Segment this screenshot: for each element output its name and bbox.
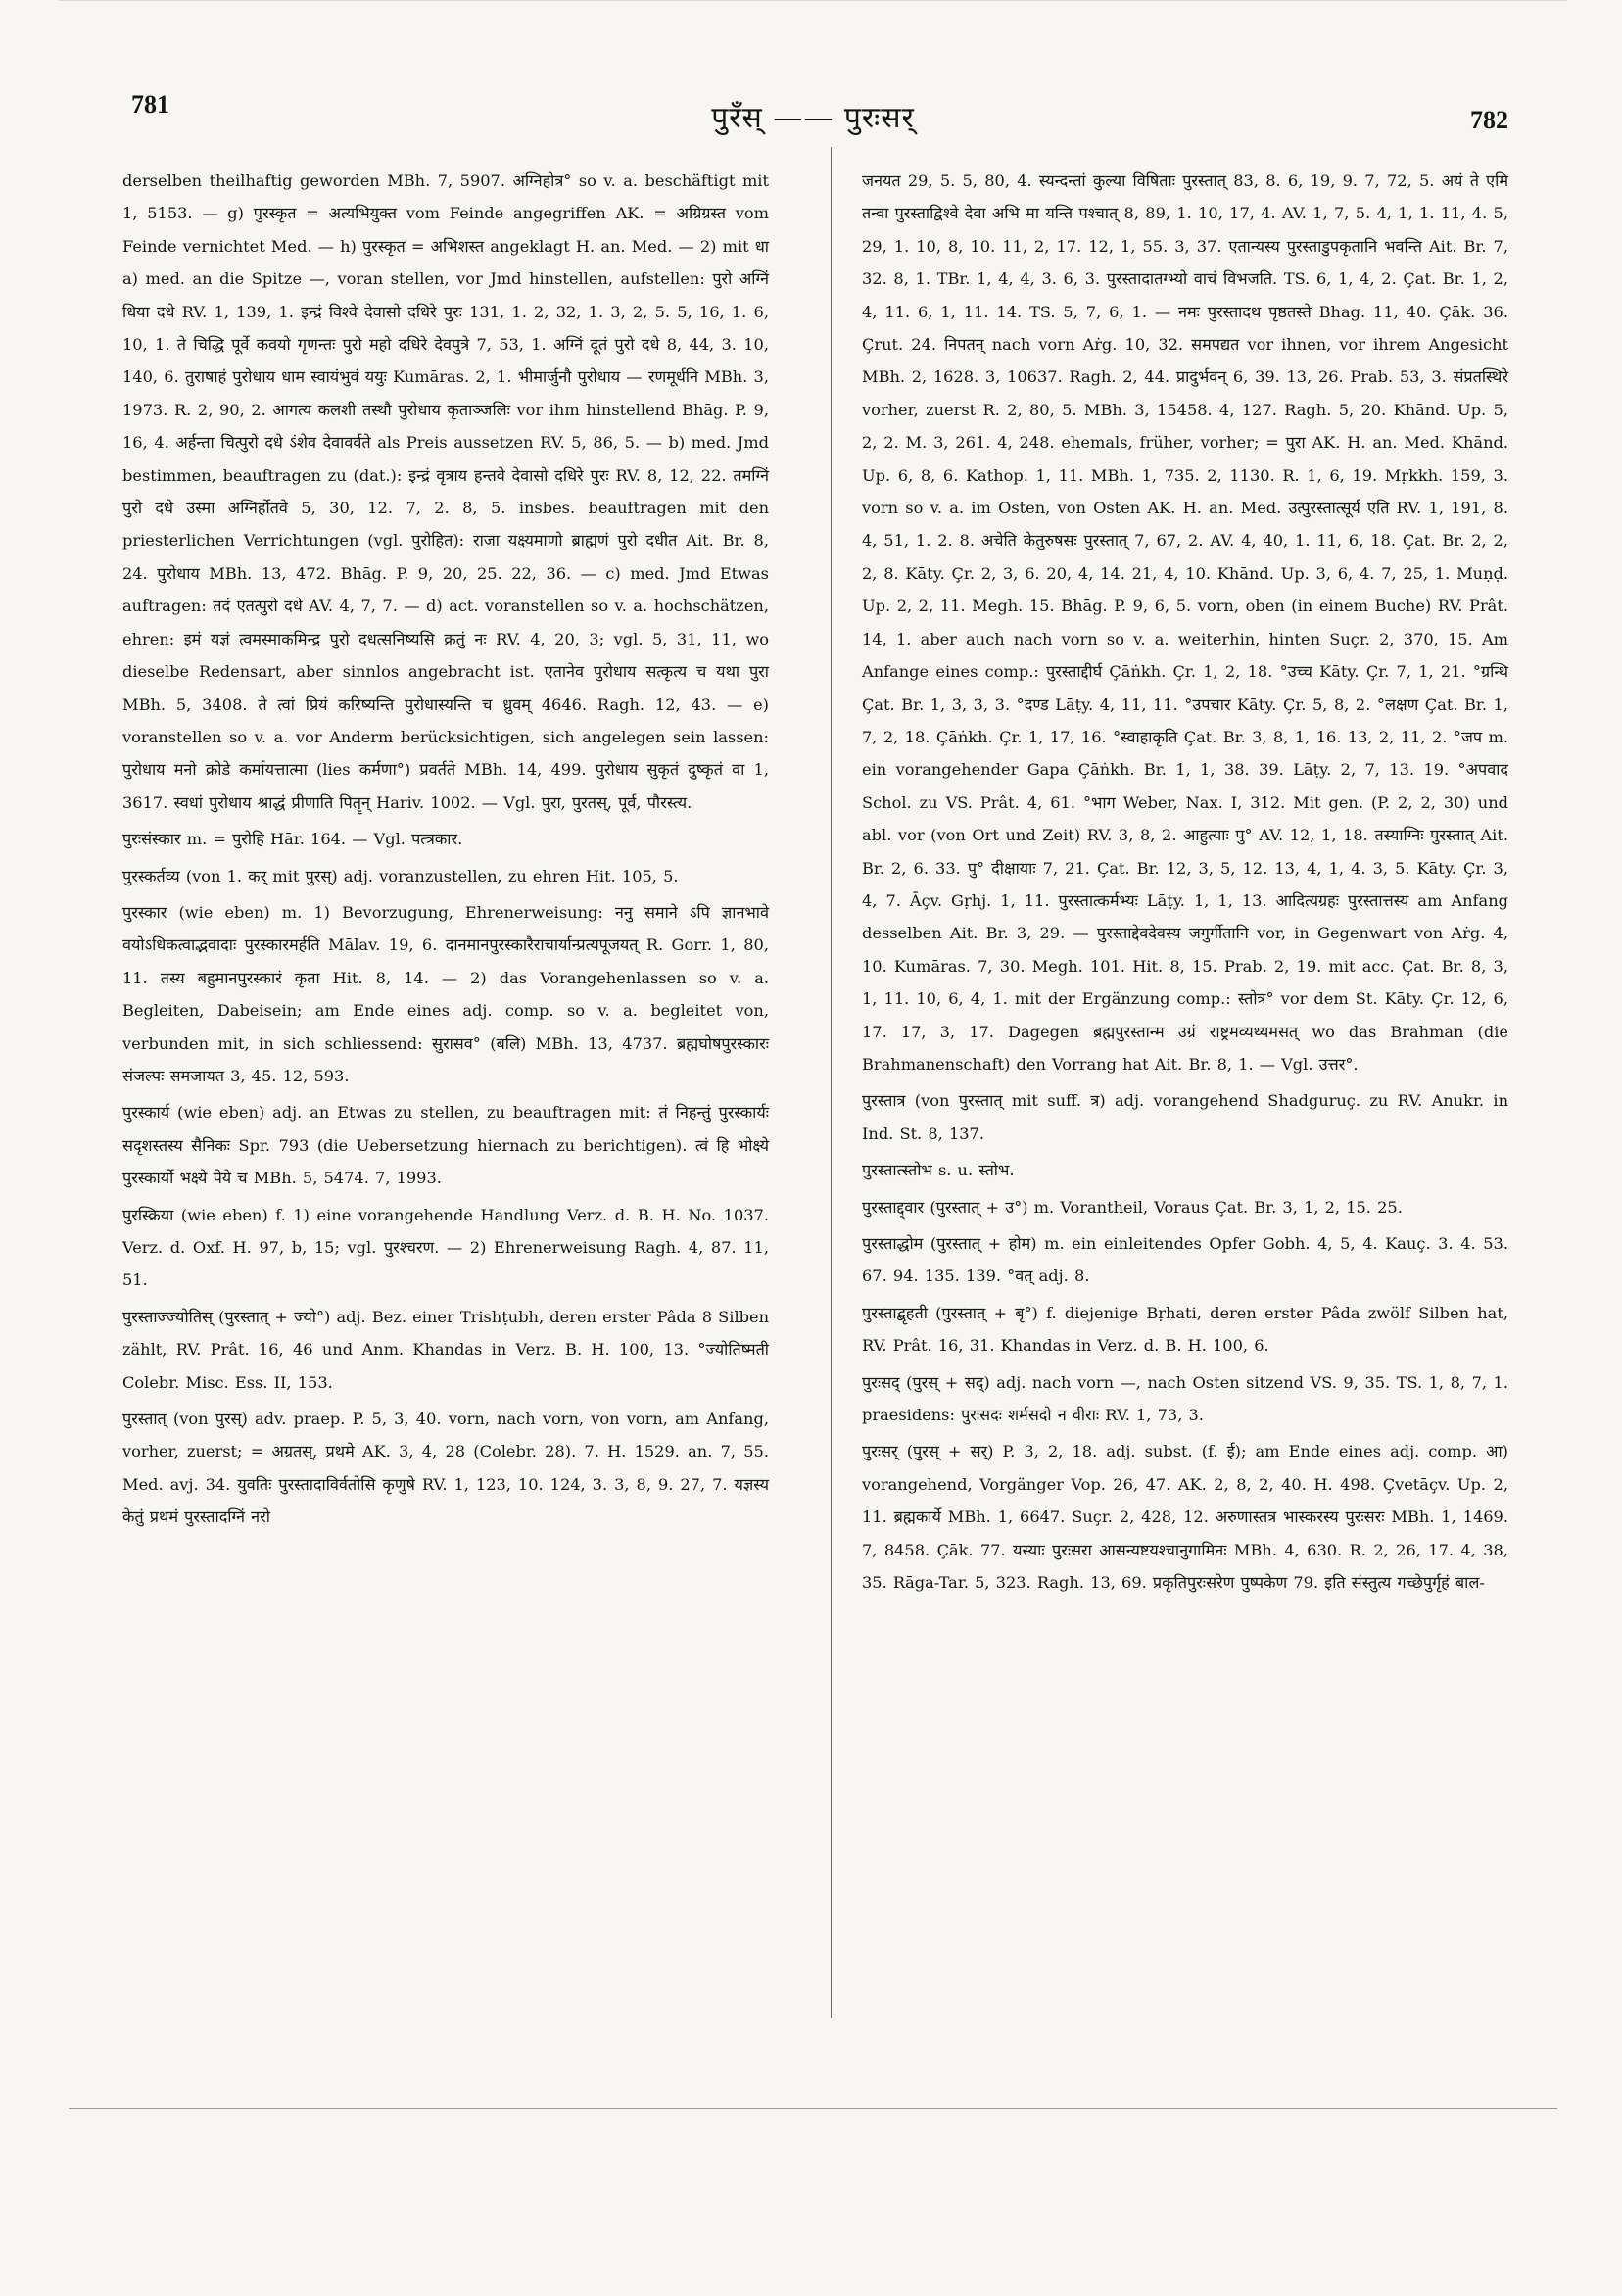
dictionary-entry: पुरःसर् (पुरस् + सर्) P. 3, 2, 18. adj. subst. (f. ई); am Ende eines adj. comp. आ) vorangehend, Vorgänger Vop. 26, 47. AK. 2, 8, 2, 40. H. 498. Çvetāçv. Up. 2, 11. ब्रह्मकार्ये MBh. 1, 6647. Suçr. 2, 428, 12. अरुणास्तत्र भास्करस्य पुरःसरः MBh. 1, 1469. 7, 8458. Çāk. 77. यस्याः पुरःसरा आसन्यष्टयश्चानुगामिनः MBh. 4, 630. R. 2, 26, 17. 4, 38, 35. Rāga-Tar. 5, 323. Ragh. 13, 69. प्रकृतिपुरःसरेण पुष्पकेण 79. इति संस्तुत्य गच्छेपुर्गृहं बाल- bbox=[862, 1442, 1508, 1593]
dictionary-entry: पुरस्ताज्ज्योतिस् (पुरस्तात् + ज्यो°) adj. Bez. einer Trishṭubh, deren erster Pâda 8 Silben zählt, RV. Prât. 16, 46 und Anm. Khandas in Verz. B. H. 100, 13. °ज्योतिष्मती Colebr. Misc. Ess. II, 153. bbox=[122, 1307, 769, 1392]
dictionary-entry: पुरस्कार्य (wie eben) adj. an Etwas zu stellen, zu beauftragen mit: तं निहन्तुं पुरस्कार्यः सदृशस्तस्य सैनिकः Spr. 793 (die Uebersetzung hiernach zu berichtigen). त्वं हि भोक्ष्ये पुरस्कार्यो भक्ष्ये पेये च MBh. 5, 5474. 7, 1993. bbox=[122, 1103, 769, 1188]
dictionary-entry: पुरःसद् (पुरस् + सद्) adj. nach vorn —, nach Osten sitzend VS. 9, 35. TS. 1, 8, 7, 1. praesidens: पुरःसदः शर्मसदो न वीराः RV. 1, 73, 3. bbox=[862, 1372, 1508, 1425]
bottom-rule bbox=[69, 2108, 1557, 2109]
page-number-left: 781 bbox=[131, 90, 169, 119]
right-column bbox=[862, 165, 1508, 1602]
dictionary-entry: पुरस्तात् (von पुरस्) adv. praep. P. 5, 3, 40. vorn, nach vorn, von vorn, am Anfang, vorher, zuerst; = अग्रतस्, प्रथमे AK. 3, 4, 28 (Colebr. 28). 7. H. 1529. an. 7, 55. Med. avj. 34. युवतिः पुरस्तादाविर्वतोसि कृणुषे RV. 1, 123, 10. 124, 3. 3, 8, 9. 27, 7. यज्ञस्य केतुं प्रथमं पुरस्तादग्निं नरो bbox=[122, 1410, 769, 1527]
dictionary-entry: पुरस्तात्स्तोभ s. u. स्तोभ. bbox=[862, 1161, 1015, 1180]
dictionary-entry: पुरःसंस्कार m. = पुरोहि Hār. 164. — Vgl. पत्त्रकार. bbox=[122, 830, 463, 849]
column-divider bbox=[831, 147, 832, 2018]
left-column bbox=[122, 165, 769, 1538]
right-paragraph: जनयत 29, 5. 5, 80, 4. स्यन्दन्तां कुल्या विषिताः पुरस्तात् 83, 8. 6, 19, 9. 7, 72, 5. अयं ते एमि तन्वा पुरस्ताद्विश्वे देवा अभि मा यन्ति पश्चात् 8, 89, 1. 10, 17, 4. AV. 1, 7, 5. 4, 1, 1. 11, 4. 5, 29, 1. 10, 8, 10. 11, 2, 17. 12, 1, 55. 3, 37. एतान्यस्य पुरस्ताडुपकृतानि भवन्ति Ait. Br. 7, 32. 8, 1. TBr. 1, 4, 4, 3. 6, 3. पुरस्तादातग्भ्यो वाचं विभजति. TS. 6, 1, 4, 2. Çat. Br. 1, 2, 4, 11. 6, 1, 11. 14. TS. 5, 7, 6, 1. — नमः पुरस्तादथ पृष्ठतस्ते Bhag. 11, 40. Çāk. 36. Çrut. 24. निपतन् nach vorn Aṙg. 10, 32. समपद्यत vor ihnen, vor ihrem Angesicht MBh. 2, 1628. 3, 10637. Ragh. 2, 44. प्रादुर्भवन् 6, 39. 13, 26. Prab. 53, 3. संप्रतस्थिरे vorher, zuerst R. 2, 80, 5. MBh. 3, 15458. 4, 127. Ragh. 5, 20. Khānd. Up. 5, 2, 2. M. 3, 261. 4, 248. ehemals, früher, vorher; = पुरा AK. H. an. Med. Khānd. Up. 6, 8, 6. Kathop. 1, 11. MBh. 1, 735. 2, 1130. R. 1, 6, 19. Mṛkkh. 159, 3. vorn so v. a. im Osten, von Osten AK. H. an. Med. उत्पुरस्तात्सूर्य एति RV. 1, 191, 8. 4, 51, 1. 2. 8. अचेति केतुरुषसः पुरस्तात् 7, 67, 2. AV. 4, 40, 1. 11, 6, 18. Çat. Br. 2, 2, 2, 8. Kāty. Çr. 2, 3, 6. 20, 4, 14. 21, 4, 10. Khānd. Up. 3, 6, 4. 7, 25, 1. Muṇḍ. Up. 2, 2, 11. Megh. 15. Bhāg. P. 9, 6, 5. vorn, oben (in einem Buche) RV. Prât. 14, 1. aber auch nach vorn so v. a. weiterhin, hinten Suçr. 2, 370, 15. Am Anfange eines comp.: पुरस्ताद्दीर्घ Çāṅkh. Çr. 1, 2, 18. °उच्च Kāty. Çr. 7, 1, 21. °ग्रन्थि Çat. Br. 1, 3, 3, 3. °दण्ड Lāṭy. 4, 11, 11. °उपचार Kāty. Çr. 5, 8, 2. °लक्षण Çat. Br. 1, 7, 2, 18. Çāṅkh. Çr. 1, 17, 16. °स्वाहाकृति Çat. Br. 3, 8, 1, 16. 13, 2, 11, 2. °जप m. ein vorangehender Gapa Çāṅkh. Br. 1, 1, 38. 39. Lāṭy. 2, 7, 13. 19. °अपवाद Schol. zu VS. Prât. 4, 61. °भाग Weber, Nax. I, 312. Mit gen. (P. 2, 2, 30) und abl. vor (von Ort und Zeit) RV. 3, 8, 2. आहुत्याः पु° AV. 12, 1, 18. तस्याग्निः पुरस्तात् Ait. Br. 2, 6. 33. पु° दीक्षायाः 7, 21. Çat. Br. 12, 3, 5, 12. 13, 4, 1, 4. 3, 5. Kāty. Çr. 3, 4, 7. Āçv. Gṛhj. 1, 11. पुरस्तात्कर्मभ्यः Lāṭy. 1, 1, 13. आदित्यग्रहः पुरस्तात्तस्य am Anfang desselben Ait. Br. 3, 29. — पुरस्ताद्देवदेवस्य जगुर्गीतानि vor, in Gegenwart von Aṙg. 4, 10. Kumāras. 7, 30. Megh. 101. Hit. 8, 15. Prab. 2, 19. mit acc. Çat. Br. 8, 3, 1, 11. 10, 6, 4, 1. mit der Ergänzung comp.: स्तोत्र° vor dem St. Kāty. Çr. 12, 6, 17. 17, 3, 17. Dagegen ब्रह्मपुरस्तान्म उग्रं राष्ट्रमव्यथ्यमसत् wo das Brahman (die Brahmanenschaft) den Vorrang hat Ait. Br. 8, 1. — Vgl. उत्तर°. bbox=[862, 171, 1508, 1074]
top-edge-line bbox=[59, 0, 1567, 1]
dictionary-entry: पुरस्कर्तव्य (von 1. कर् mit पुरस्) adj. voranzustellen, zu ehren Hit. 105, 5. bbox=[122, 866, 679, 885]
dictionary-entry: पुरस्ताद्द्वार (पुरस्तात् + उ°) m. Vorantheil, Voraus Çat. Br. 3, 1, 2, 15. 25. bbox=[862, 1197, 1403, 1217]
dictionary-entry: पुरस्ताद्बृहती (पुरस्तात् + बृ°) f. diejenige Bṛhati, deren erster Pâda zwölf Silben hat, RV. Prât. 16, 31. Khandas in Verz. d. B. H. 100, 6. bbox=[862, 1303, 1508, 1356]
page-header bbox=[118, 90, 1508, 149]
dictionary-entry: पुरस्ताद्धोम (पुरस्तात् + होम) m. ein einleitendes Opfer Gobh. 4, 5, 4. Kauç. 3. 4. 53. 67. 94. 135. 139. °वत् adj. 8. bbox=[862, 1234, 1508, 1286]
dictionary-entry: पुरस्क्रिया (wie eben) f. 1) eine vorangehende Handlung Verz. d. B. H. No. 1037. Verz. d. Oxf. H. 97, b, 15; vgl. पुरश्चरण. — 2) Ehrenerweisung Ragh. 4, 87. 11, 51. bbox=[122, 1205, 769, 1290]
dictionary-entry: पुरस्तात्र (von पुरस्तात् mit suff. त्र) adj. vorangehend Shadguruç. zu RV. Anukr. in Ind. St. 8, 137. bbox=[862, 1091, 1508, 1143]
left-paragraph: derselben theilhaftig geworden MBh. 7, 5907. अग्निहोत्र° so v. a. beschäftigt mit 1, 5153. — g) पुरस्कृत = अत्यभियुक्त vom Feinde angegriffen AK. = अग्रिग्रस्त vom Feinde vernichtet Med. — h) पुरस्कृत = अभिशस्त angeklagt H. an. Med. — 2) mit धा a) med. an die Spitze —, voran stellen, vor Jmd hinstellen, aufstellen: पुरो अग्निं धिया दधे RV. 1, 139, 1. इन्द्रं विश्वे देवासो दधिरे पुरः 131, 1. 2, 32, 1. 3, 2, 5. 5, 16, 1. 6, 10, 1. ते चिद्धि पूर्वे कवयो गृणन्तः पुरो महो दधिरे देवपुत्रे 7, 53, 1. अग्निं दूतं पुरो दधे 8, 44, 3. 10, 140, 6. तुराषाहं पुरोधाय धाम स्वायंभुवं ययुः Kumāras. 2, 1. भीमार्जुनौ पुरोधाय — रणमूर्धनि MBh. 3, 1973. R. 2, 90, 2. आगत्य कलशी तस्थौ पुरोधाय कृताञ्जलिः vor ihm hinstellend Bhāg. P. 9, 16, 4. अर्हन्ता चित्पुरो दधे ऽंशेव देवावर्वते als Preis aussetzen RV. 5, 86, 5. — b) med. Jmd bestimmen, beauftragen zu (dat.): इन्द्रं वृत्राय हन्तवे देवासो दधिरे पुरः RV. 8, 12, 22. तमग्निं पुरो दधे उस्मा अग्निर्होतवे 5, 30, 12. 7, 2. 8, 5. insbes. beauftragen mit den priesterlichen Verrichtungen (vgl. पुरोहित): राजा यक्ष्यमाणो ब्राह्मणं पुरो दधीत Ait. Br. 8, 24. पुरोधाय MBh. 13, 472. Bhāg. P. 9, 20, 25. 22, 36. — c) med. Jmd Etwas auftragen: तदं एतत्पुरो दधे AV. 4, 7, 7. — d) act. voranstellen so v. a. hochschätzen, ehren: इमं यज्ञं त्वमस्माकमिन्द्र पुरो दधत्सनिष्यसि क्रतुं नः RV. 4, 20, 3; vgl. 5, 31, 11, wo dieselbe Redensart, aber sinnlos angebracht ist. एतानेव पुरोधाय सत्कृत्य च यथा पुरा MBh. 5, 3408. ते त्वां प्रियं करिष्यन्ति पुरोधास्यन्ति च ध्रुवम् 4646. Ragh. 12, 43. — e) voranstellen so v. a. vor Anderm berücksichtigen, sich angelegen sein lassen: पुरोधाय मनो क्रोडे कर्मायत्तात्मा (lies कर्मणा°) प्रवर्तते MBh. 14, 499. पुरोधाय सुकृतं दुष्कृतं वा 1, 3617. स्वधां पुरोधाय श्राद्धं प्रीणाति पितॄन् Hariv. 1002. — Vgl. पुरा, पुरतस्, पूर्व, पौरस्त्य. bbox=[122, 171, 769, 812]
page-number-right: 782 bbox=[1470, 106, 1508, 134]
running-head: पुरँस् —— पुरःसर् bbox=[711, 101, 915, 135]
dictionary-entry: पुरस्कार (wie eben) m. 1) Bevorzugung, Ehrenerweisung: ननु समाने ऽपि ज्ञानभावे वयोऽधिकत्वाद्भवादाः पुरस्कारमर्हति Mālav. 19, 6. दानमानपुरस्कारैराचार्यान्प्रत्यपूजयत् R. Gorr. 1, 80, 11. तस्य बहुमानपुरस्कारं कृता Hit. 8, 14. — 2) das Vorangehenlassen so v. a. Begleiten, Dabeisein; am Ende eines adj. comp. so v. a. begleitet von, verbunden mit, in sich schliessend: सुरासव° (बलि) MBh. 13, 4737. ब्रह्मघोषपुरस्कारः संजल्पः समजायत 3, 45. 12, 593. bbox=[122, 902, 769, 1085]
